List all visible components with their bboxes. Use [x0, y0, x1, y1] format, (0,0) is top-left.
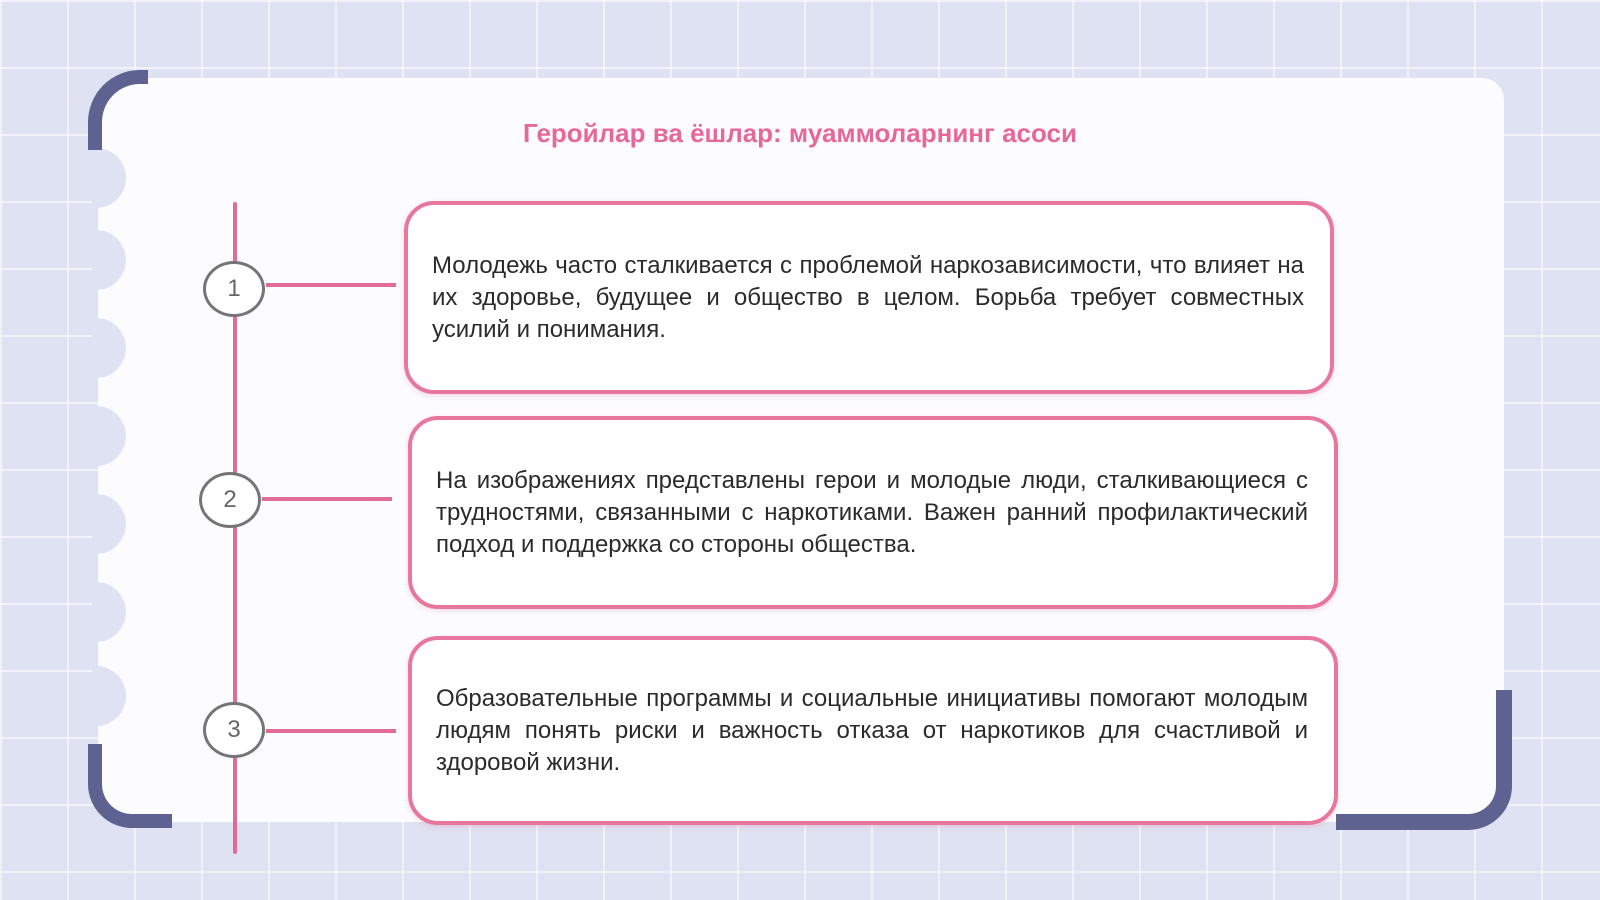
- timeline-connector: [262, 497, 392, 501]
- corner-bracket-bottom-right: [1336, 690, 1512, 830]
- text-box-3: [408, 636, 1338, 825]
- text-box-2-content: На изображениях представлены герои и молодые люди, сталкивающиеся с трудностями, связанными с наркотиками. Важен ранний профилактический подход и поддержка со стороны общества.: [436, 466, 1308, 558]
- timeline-node-3: 3: [203, 702, 265, 758]
- corner-bracket-bottom-left: [88, 744, 172, 828]
- slide-title: Геройлар ва ёшлар: муаммоларнинг асоси: [523, 118, 1077, 148]
- timeline-node-1: 1: [203, 261, 265, 317]
- timeline-node-2: 2: [199, 472, 261, 528]
- timeline-connector: [266, 729, 396, 733]
- text-box-1-content: Молодежь часто сталкивается с проблемой наркозависимости, что влияет на их здоровье, будущее и общество в целом. Борьба требует совместных усилий и понимания.: [432, 251, 1304, 343]
- text-box-1: [404, 201, 1334, 394]
- timeline-connector: [266, 283, 396, 287]
- text-box-3-content: Образовательные программы и социальные инициативы помогают молодым людям понять риски и важность отказа от наркотиков для счастливой и здоровой жизни.: [436, 684, 1308, 776]
- text-box-2: [408, 416, 1338, 609]
